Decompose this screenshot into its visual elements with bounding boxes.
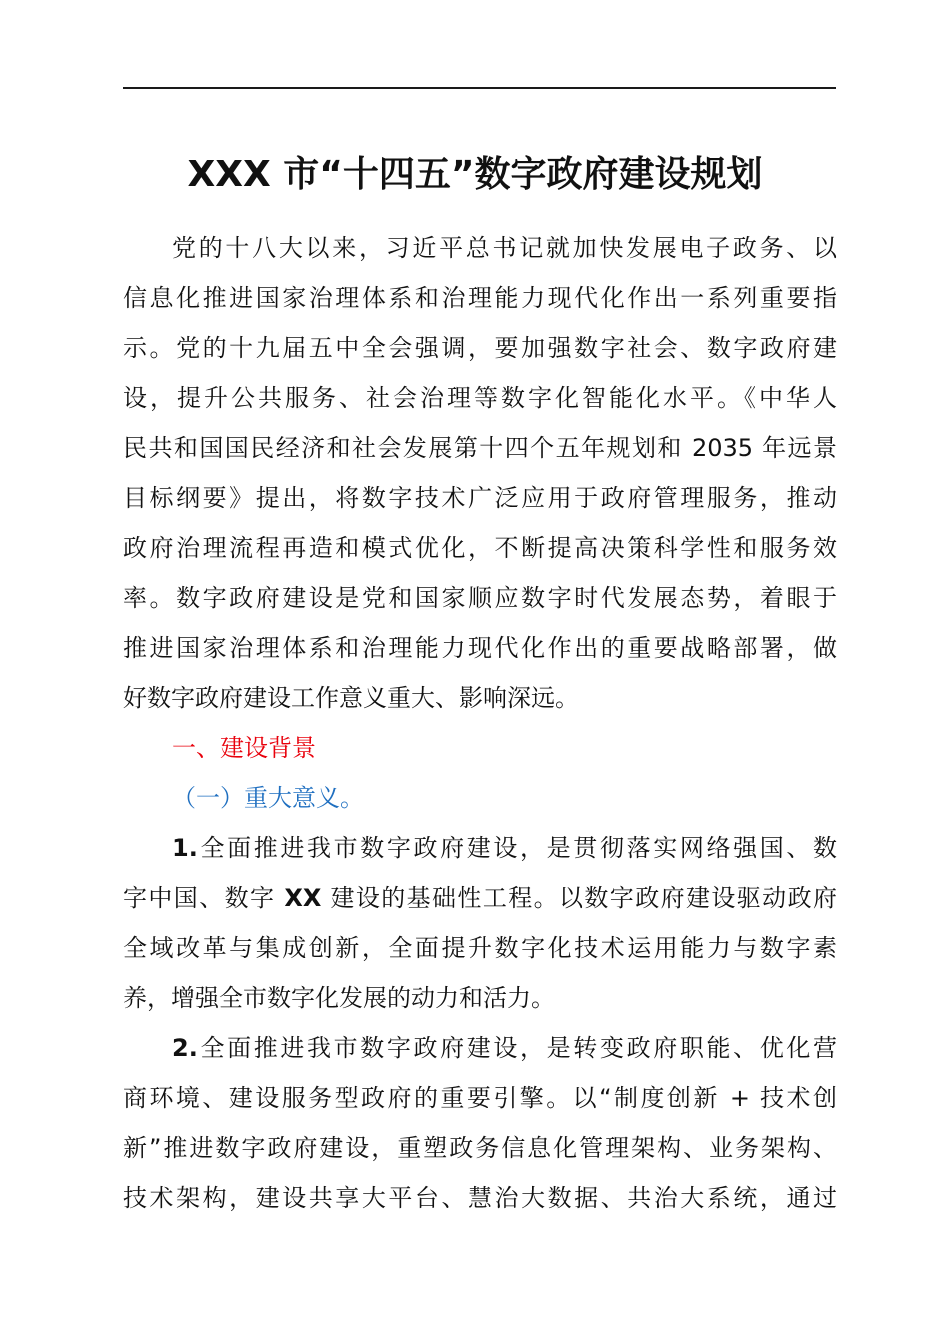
document-title: XXX 市“十四五”数字政府建设规划 [187, 154, 763, 195]
intro-line-1: 党的十八大以来，习近平总书记就加快发展电子政务、以 [172, 234, 837, 262]
intro-line-2: 信息化推进国家治理体系和治理能力现代化作出一系列重要指 [123, 284, 837, 312]
header-rule [123, 87, 836, 89]
item-2-line-2: 商环境、建设服务型政府的重要引擎。以“制度创新 + 技术创 [123, 1084, 837, 1112]
item-1-line-2-post: 建设的基础性工程。以数字政府建设驱动政府 [321, 884, 837, 912]
intro-line-8: 率。数字政府建设是党和国家顺应数字时代发展态势，着眼于 [123, 584, 837, 612]
intro-line-5: 民共和国国民经济和社会发展第十四个五年规划和 2035 年远景 [123, 434, 837, 462]
item-2-line-1-text: 全面推进我市数字政府建设，是转变政府职能、优化营 [197, 1034, 837, 1062]
intro-line-6: 目标纲要》提出，将数字技术广泛应用于政府管理服务，推动 [123, 484, 837, 512]
intro-line-7: 政府治理流程再造和模式优化，不断提高决策科学性和服务效 [123, 534, 837, 562]
subsection-heading: （一）重大意义。 [172, 784, 364, 812]
intro-line-3: 示。党的十九届五中全会强调，要加强数字社会、数字政府建 [123, 334, 837, 362]
item-1-number: 1. [172, 834, 198, 862]
item-1-line-1 [172, 831, 837, 865]
item-1-line-2 [123, 881, 837, 915]
item-2-number: 2. [172, 1034, 198, 1062]
section-heading: 一、建设背景 [172, 734, 316, 762]
intro-line-10: 好数字政府建设工作意义重大、影响深远。 [123, 684, 579, 712]
item-2-line-3: 新”推进数字政府建设，重塑政务信息化管理架构、业务架构、 [123, 1134, 837, 1162]
item-2-line-4: 技术架构，建设共享大平台、慧治大数据、共治大系统，通过 [123, 1184, 837, 1212]
item-1-line-2-bold: XX [284, 884, 322, 912]
item-2-line-1 [172, 1031, 837, 1065]
intro-line-9: 推进国家治理体系和治理能力现代化作出的重要战略部署，做 [123, 634, 837, 662]
item-1-line-4: 养，增强全市数字化发展的动力和活力。 [123, 984, 555, 1012]
item-1-line-2-pre: 字中国、数字 [123, 884, 285, 912]
item-1-line-1-text: 全面推进我市数字政府建设，是贯彻落实网络强国、数 [197, 834, 837, 862]
intro-line-4: 设，提升公共服务、社会治理等数字化智能化水平。《中华人 [123, 384, 837, 412]
item-1-line-3: 全域改革与集成创新，全面提升数字化技术运用能力与数字素 [123, 934, 837, 962]
